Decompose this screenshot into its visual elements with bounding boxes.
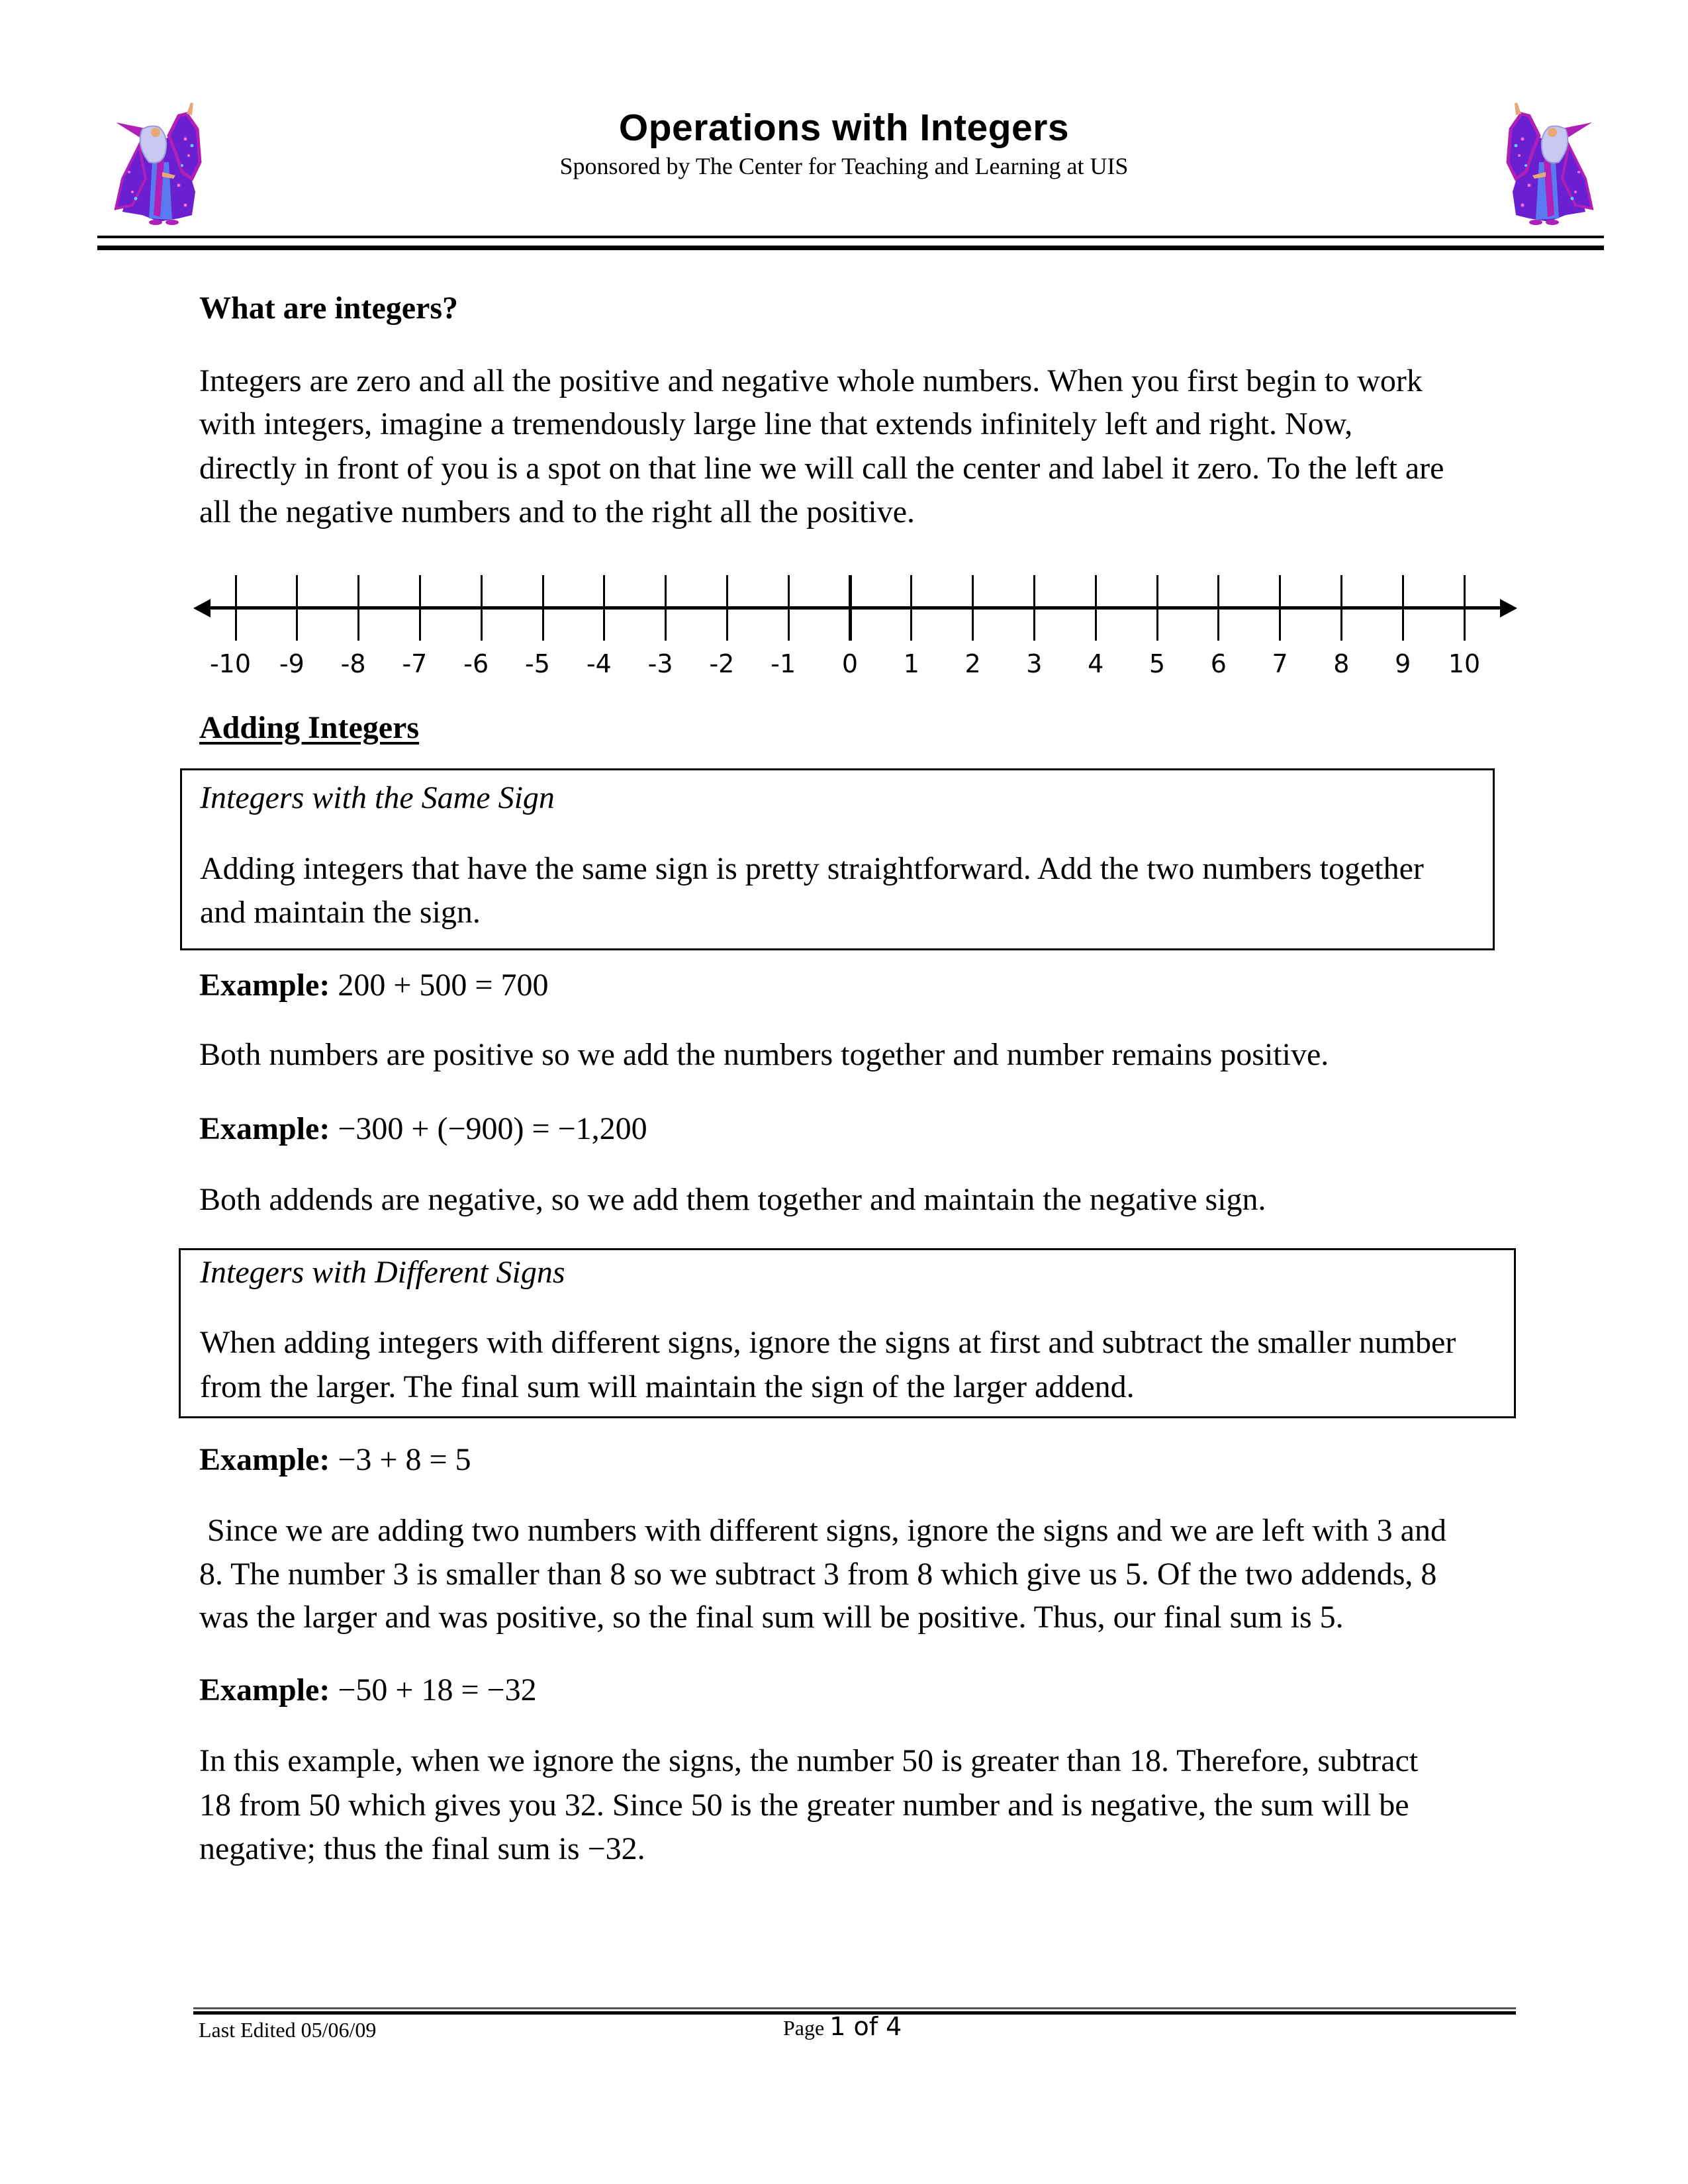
number-line-tick	[419, 575, 421, 641]
last-edited: Last Edited 05/06/09	[199, 2018, 377, 2042]
number-line-tick	[1340, 575, 1342, 641]
paragraph-text: negative; thus the final sum is	[199, 1831, 588, 1866]
number-line-tick	[1095, 575, 1097, 641]
callout-line: When adding integers with different signs, ignore the signs at first and subtract the smaller number	[200, 1325, 1456, 1360]
number-line-tick	[603, 575, 605, 641]
callout-title: Integers with the Same Sign	[200, 780, 555, 815]
number-line-label: 1	[903, 649, 919, 678]
paragraph-line: Integers are zero and all the positive and negative whole numbers. When you first begin to work	[199, 363, 1423, 398]
number-line-label: 8	[1333, 649, 1350, 678]
number-line-label: -4	[586, 649, 612, 678]
number-line-tick	[1464, 575, 1466, 641]
number-line-label: 9	[1395, 649, 1411, 678]
header-rule-thin	[97, 236, 1604, 238]
number-line-tick	[665, 575, 667, 641]
example-expression: −300 + (−900) = −1,200	[338, 1111, 647, 1146]
wizard-icon	[1499, 99, 1595, 225]
example-2-explanation: Both addends are negative, so we add them together and maintain the negative sign.	[199, 1182, 1266, 1217]
number-line-tick	[1402, 575, 1404, 641]
paragraph-line: 8. The number 3 is smaller than 8 so we subtract 3 from 8 which give us 5. Of the two addends, 8	[199, 1557, 1437, 1592]
number-line-tick	[972, 575, 974, 641]
number-line-tick	[542, 575, 544, 641]
number-line-axis	[199, 606, 1509, 610]
paragraph-line: was the larger and was positive, so the final sum will be positive. Thus, our final sum is 5.	[199, 1600, 1344, 1635]
number-line-label: -3	[647, 649, 673, 678]
paragraph-line: 18 from 50 which gives you 32. Since 50 is the greater number and is negative, the sum will be	[199, 1788, 1409, 1823]
example-label: Example:	[199, 1111, 330, 1146]
number-line-tick	[788, 575, 790, 641]
section-heading-adding-integers: Adding Integers	[199, 710, 420, 745]
number-line-label: -10	[209, 649, 252, 678]
example-2	[199, 1113, 647, 1145]
paragraph-line: Since we are adding two numbers with different signs, ignore the signs and we are left with 3 and	[199, 1513, 1446, 1548]
example-label: Example:	[199, 1442, 330, 1477]
example-1-explanation: Both numbers are positive so we add the numbers together and number remains positive.	[199, 1037, 1329, 1072]
example-4	[199, 1674, 537, 1706]
number-line-label: 2	[964, 649, 981, 678]
number-line-label: -5	[525, 649, 550, 678]
number-line-label: -1	[771, 649, 796, 678]
page-label: Page	[783, 2016, 825, 2040]
arrow-right-icon	[1500, 599, 1517, 617]
number-line-tick	[357, 575, 359, 641]
callout-line: from the larger. The final sum will maintain the sign of the larger addend.	[200, 1369, 1135, 1404]
number-line-tick	[481, 575, 483, 641]
header-rule-thick	[97, 246, 1604, 250]
number-line-label: 10	[1448, 649, 1481, 678]
number-line-tick	[726, 575, 728, 641]
number-line-label: 0	[841, 649, 859, 678]
number-line-tick	[235, 575, 237, 641]
number-line-tick	[1033, 575, 1035, 641]
paragraph-line: In this example, when we ignore the signs, the number 50 is greater than 18. Therefore, subtract	[199, 1743, 1419, 1778]
example-label: Example:	[199, 1672, 330, 1707]
number-line-tick	[1156, 575, 1158, 641]
number-line-label: 3	[1026, 649, 1043, 678]
number-line-label: 7	[1272, 649, 1288, 678]
callout-line: and maintain the sign.	[200, 895, 481, 930]
paragraph-line: directly in front of you is a spot on that line we will call the center and label it zero. To the left are	[199, 451, 1444, 486]
page-number: 1 of 4	[829, 2012, 902, 2041]
number-line-label: -8	[340, 649, 366, 678]
example-label: Example:	[199, 968, 330, 1003]
number-line-tick	[1217, 575, 1219, 641]
number-line-tick	[296, 575, 298, 641]
number-line-label: 6	[1210, 649, 1227, 678]
paragraph-line: with integers, imagine a tremendously large line that extends infinitely left and right. Now,	[199, 406, 1353, 441]
footer-rule-thin	[193, 2007, 1516, 2009]
number-line-tick	[1279, 575, 1281, 641]
example-1	[199, 970, 548, 1001]
example-expression: −50 + 18 = −32	[338, 1672, 537, 1707]
callout-line: Adding integers that have the same sign is pretty straightforward. Add the two numbers together	[200, 851, 1424, 886]
number-line-tick	[849, 575, 852, 641]
number-line-label: -6	[463, 649, 489, 678]
callout-title: Integers with Different Signs	[200, 1255, 565, 1290]
number-line-label: -7	[402, 649, 428, 678]
number-line-label: -2	[709, 649, 735, 678]
section-heading-what-are-integers: What are integers?	[199, 291, 459, 326]
number-line-label: -9	[279, 649, 305, 678]
example-3	[199, 1444, 471, 1476]
example-expression: −3 + 8 = 5	[338, 1442, 471, 1477]
page-subtitle: Sponsored by The Center for Teaching and Learning at UIS	[559, 153, 1129, 179]
final-value: −32.	[587, 1831, 645, 1866]
number-line-label: 4	[1088, 649, 1104, 678]
example-expression: 200 + 500 = 700	[338, 968, 549, 1003]
paragraph-line	[199, 1833, 645, 1865]
number-line-tick	[910, 575, 912, 641]
paragraph-line: all the negative numbers and to the right all the positive.	[199, 494, 915, 529]
page-title: Operations with Integers	[618, 107, 1070, 149]
number-line-label: 5	[1149, 649, 1166, 678]
arrow-left-icon	[193, 599, 211, 617]
page-indicator	[783, 2012, 902, 2041]
